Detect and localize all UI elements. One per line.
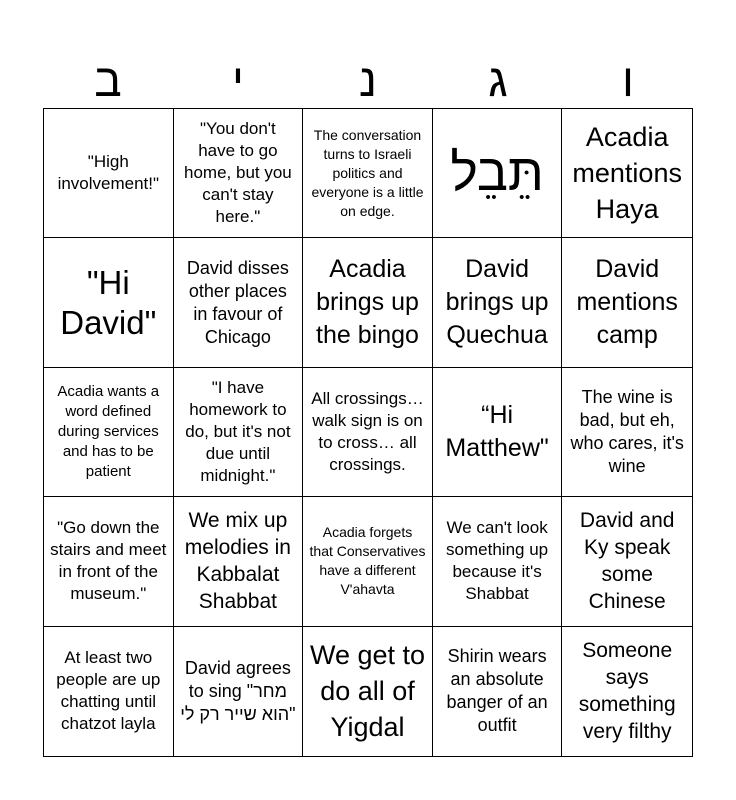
- header-letter-3: נ: [359, 54, 377, 106]
- header-letter-4: ג: [488, 54, 508, 106]
- bingo-cell[interactable]: David mentions camp: [562, 238, 692, 367]
- header-letter-1: ב: [94, 54, 122, 106]
- header-letter-2: י: [232, 54, 244, 106]
- bingo-cell[interactable]: Shirin wears an absolute banger of an outfit: [433, 627, 563, 756]
- bingo-cell[interactable]: תֵּבֵל: [433, 109, 563, 238]
- header-letter-5: ו: [622, 54, 634, 106]
- bingo-cell[interactable]: We mix up melodies in Kabbalat Shabbat: [174, 497, 304, 626]
- bingo-cell[interactable]: Acadia wants a word defined during services and has to be patient: [44, 368, 174, 497]
- bingo-cell[interactable]: Acadia mentions Haya: [562, 109, 692, 238]
- bingo-cell[interactable]: The conversation turns to Israeli politics and everyone is a little on edge.: [303, 109, 433, 238]
- bingo-header: [43, 52, 693, 108]
- bingo-cell[interactable]: All crossings… walk sign is on to cross… all crossings.: [303, 368, 433, 497]
- bingo-cell[interactable]: "I have homework to do, but it's not due until midnight.": [174, 368, 304, 497]
- bingo-cell[interactable]: Acadia brings up the bingo: [303, 238, 433, 367]
- bingo-cell[interactable]: “Hi Matthew": [433, 368, 563, 497]
- bingo-cell[interactable]: David agrees to sing "מחר הוא שייר רק לי": [174, 627, 304, 756]
- bingo-cell[interactable]: We can't look something up because it's Shabbat: [433, 497, 563, 626]
- bingo-cell[interactable]: "Hi David": [44, 238, 174, 367]
- bingo-cell[interactable]: We get to do all of Yigdal: [303, 627, 433, 756]
- bingo-cell[interactable]: Someone says something very filthy: [578, 639, 676, 744]
- bingo-cell[interactable]: David disses other places in favour of Chicago: [174, 238, 304, 367]
- bingo-cell[interactable]: "Go down the stairs and meet in front of the museum.": [44, 497, 174, 626]
- bingo-cell[interactable]: "You don't have to go home, but you can't stay here.": [174, 109, 304, 238]
- bingo-cell[interactable]: "High involvement!": [44, 109, 174, 238]
- bingo-cell[interactable]: David and Ky speak some Chinese: [562, 497, 692, 626]
- bingo-cell[interactable]: David brings up Quechua: [433, 238, 563, 367]
- bingo-cell[interactable]: At least two people are up chatting until chatzot layla: [44, 627, 174, 756]
- bingo-cell[interactable]: The wine is bad, but eh, who cares, it's wine: [562, 368, 692, 497]
- bingo-cell[interactable]: Acadia forgets that Conservatives have a different V'ahavta: [303, 497, 433, 626]
- bingo-grid: [43, 108, 693, 757]
